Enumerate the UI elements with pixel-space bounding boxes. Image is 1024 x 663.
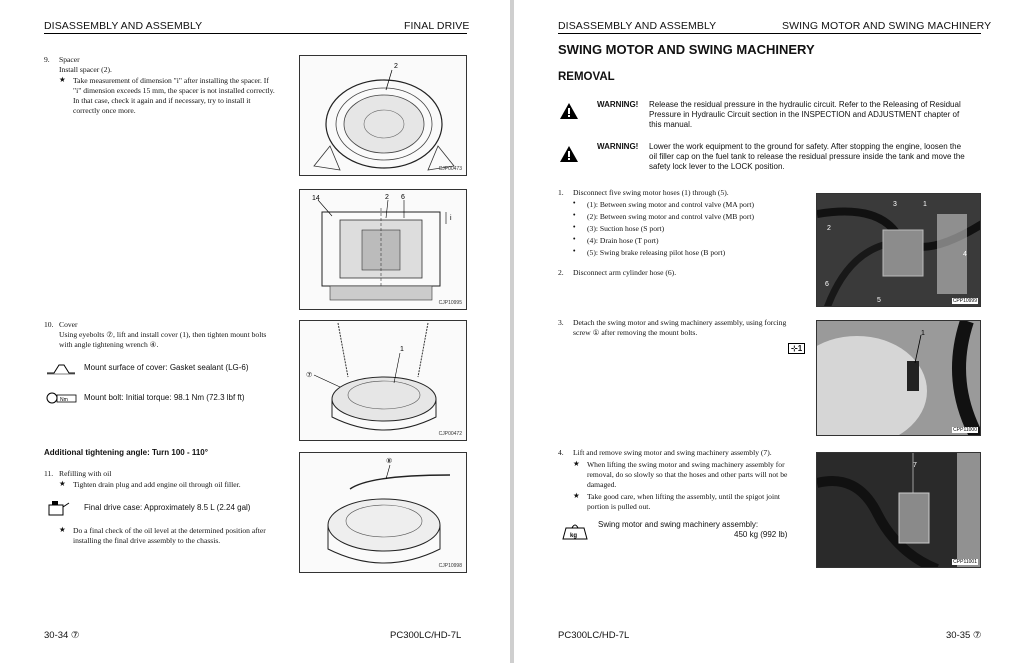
cover-lift-drawing <box>300 321 467 441</box>
right-header-rule <box>558 33 981 34</box>
warning-text: oil filler cap on the fuel tank to release the residual pressure inside the tank and move the <box>649 152 965 161</box>
star-icon: ★ <box>573 491 580 500</box>
warning-text: safety lock lever to the LOCK position. <box>649 162 785 171</box>
warning-label: WARNING! <box>597 100 639 109</box>
photo-id: CPP11001 <box>953 559 977 565</box>
left-page <box>0 0 510 663</box>
left-page-number: 30-34 ⑦ <box>44 630 80 641</box>
hose-item: (3): Suction hose (S port) <box>587 224 665 233</box>
step3-text: Detach the swing motor and swing machinery assembly, using forcing <box>573 318 787 327</box>
figure-id: CJP10995 <box>438 300 462 306</box>
figure-id: CJP10998 <box>438 563 462 569</box>
lift-assembly-photo-art <box>817 453 981 568</box>
weight-icon <box>562 522 588 540</box>
figure-callout: i <box>450 215 452 222</box>
figure-id: CJP00473 <box>438 166 462 172</box>
step1-text: Disconnect five swing motor hoses (1) through (5). <box>573 188 729 197</box>
step11-number: 11. <box>44 469 54 478</box>
figure-cover-lift <box>299 320 467 441</box>
warning-text: Pressure in Hydraulic Circuit section in the INSPECTION and ADJUSTMENT chapter of <box>649 110 960 119</box>
step11-note: Tighten drain plug and add engine oil through oil filler. <box>73 480 241 489</box>
page-title: SWING MOTOR AND SWING MACHINERY <box>558 42 815 57</box>
photo-callout: 7 <box>913 462 917 469</box>
step3-number: 3. <box>558 318 564 327</box>
photo-callout: 2 <box>827 225 831 232</box>
star-icon: ★ <box>59 75 66 84</box>
photo-callout: 3 <box>893 201 897 208</box>
torque-icon-label: Nm <box>60 397 68 403</box>
step4-note: Take good care, when lifting the assembly, until the spigot joint <box>587 492 780 501</box>
step4-note: When lifting the swing motor and swing machinery assembly for <box>587 460 785 469</box>
left-header-section: DISASSEMBLY AND ASSEMBLY <box>44 20 203 32</box>
photo-hoses <box>816 193 981 307</box>
figure-callout: 2 <box>385 194 389 201</box>
weight-text: Swing motor and swing machinery assembly: <box>598 520 759 529</box>
hose-item: (4): Drain hose (T port) <box>587 236 659 245</box>
step9-note: correctly once more. <box>73 106 136 115</box>
step3-text: screw ① after removing the mount bolts. <box>573 328 698 337</box>
warning-icon <box>560 146 578 162</box>
step4-note: damaged. <box>587 480 617 489</box>
step10-line: Using eyebolts ⑦, lift and install cover (1), then tighten mount bolts <box>59 330 267 339</box>
hose-item: (1): Between swing motor and control valve (MA port) <box>587 200 755 209</box>
hoses-photo-art <box>817 194 981 307</box>
figure-spacer <box>299 55 467 176</box>
oil-fill-drawing <box>300 453 467 573</box>
step11-note: installing the final drive assembly to the chassis. <box>73 536 221 545</box>
photo-callout: 5 <box>877 297 881 304</box>
photo-callout: 6 <box>825 281 829 288</box>
step9-title: Spacer <box>59 55 80 64</box>
oil-can-icon <box>47 499 71 517</box>
torque-text: Mount bolt: Initial torque: 98.1 Nm (72.3 lbf ft) <box>84 393 245 402</box>
figure-callout: ⑦ <box>306 372 313 379</box>
bullet-icon: • <box>573 212 576 219</box>
weight-value: 450 kg (992 lb) <box>734 530 788 539</box>
forcing-screw-photo-art <box>817 321 981 436</box>
right-header-chapter: SWING MOTOR AND SWING MACHINERY <box>782 20 992 32</box>
step4-number: 4. <box>558 448 564 457</box>
hose-item: (2): Between swing motor and control valve (MB port) <box>587 212 755 221</box>
step10-number: 10. <box>44 320 54 329</box>
photo-id: CPP11000 <box>953 427 977 433</box>
figure-oil-fill <box>299 452 467 573</box>
photo-forcing-screw <box>816 320 981 436</box>
left-header-rule <box>44 33 467 34</box>
figure-callout: 6 <box>401 194 405 201</box>
right-page <box>514 0 1024 663</box>
warning-text: this manual. <box>649 120 693 129</box>
bullet-icon: • <box>573 248 576 255</box>
cross-section-drawing <box>300 190 467 310</box>
bullet-icon: • <box>573 224 576 231</box>
figure-cross-section <box>299 189 467 310</box>
step10-line: with angle tightening wrench ④. <box>59 340 159 349</box>
step10-title: Cover <box>59 320 78 329</box>
step4-text: Lift and remove swing motor and swing machinery assembly (7). <box>573 448 772 457</box>
photo-id: CPP10999 <box>952 298 977 304</box>
bullet-icon: • <box>573 200 576 207</box>
warning-icon <box>560 103 578 119</box>
step9-note: Take measurement of dimension "i" after installing the spacer. If <box>73 76 269 85</box>
right-page-number: 30-35 ⑦ <box>946 630 982 641</box>
bullet-icon: • <box>573 236 576 243</box>
gasket-sealant-icon <box>46 361 76 375</box>
figure-id: CJP00472 <box>438 431 462 437</box>
warning-text: Lower the work equipment to the ground for safety. After stopping the engine, loosen the <box>649 142 962 151</box>
step1-number: 1. <box>558 188 564 197</box>
figure-callout: 2 <box>394 63 398 70</box>
weight-icon-label: kg <box>570 533 578 539</box>
star-icon: ★ <box>59 525 66 534</box>
torque-wrench-icon <box>45 391 77 405</box>
photo-lift-assembly <box>816 452 981 568</box>
photo-callout: 1 <box>923 201 927 208</box>
figure-callout: ⑧ <box>386 458 393 465</box>
tool-reference: ⊹1 <box>788 343 805 354</box>
step11-note: Do a final check of the oil level at the determined position after <box>73 526 266 535</box>
step9-note: In that case, check it again and if necessary, try to install it <box>73 96 251 105</box>
photo-callout: 1 <box>921 330 925 337</box>
star-icon: ★ <box>573 459 580 468</box>
step11-title: Refilling with oil <box>59 469 112 478</box>
gasket-text: Mount surface of cover: Gasket sealant (LG-6) <box>84 363 249 372</box>
section-title: REMOVAL <box>558 71 615 83</box>
figure-callout: 14 <box>312 195 320 202</box>
star-icon: ★ <box>59 479 66 488</box>
hose-item: (5): Swing brake releasing pilot hose (B port) <box>587 248 726 257</box>
angle-text: Additional tightening angle: Turn 100 - 110° <box>44 448 208 457</box>
warning-label: WARNING! <box>597 142 639 151</box>
step2-text: Disconnect arm cylinder hose (6). <box>573 268 677 277</box>
step4-note: removal, do so slowly so that the hoses and other parts will not be <box>587 470 788 479</box>
left-header-chapter: FINAL DRIVE <box>404 20 470 32</box>
oil-capacity-text: Final drive case: Approximately 8.5 L (2.24 gal) <box>84 503 251 512</box>
left-model-name: PC300LC/HD-7L <box>390 630 462 641</box>
right-model-name: PC300LC/HD-7L <box>558 630 630 641</box>
warning-text: Release the residual pressure in the hydraulic circuit. Refer to the Releasing of Residual <box>649 100 961 109</box>
spacer-drawing <box>300 56 467 176</box>
step9-line: Install spacer (2). <box>59 65 112 74</box>
figure-callout: 1 <box>400 346 404 353</box>
step4-note: portion is pulled out. <box>587 502 651 511</box>
photo-callout: 4 <box>963 251 967 258</box>
step2-number: 2. <box>558 268 564 277</box>
step9-note: "i" dimension exceeds 15 mm, the spacer is not installed correctly. <box>73 86 275 95</box>
step9-number: 9. <box>44 55 50 64</box>
right-header-section: DISASSEMBLY AND ASSEMBLY <box>558 20 717 32</box>
